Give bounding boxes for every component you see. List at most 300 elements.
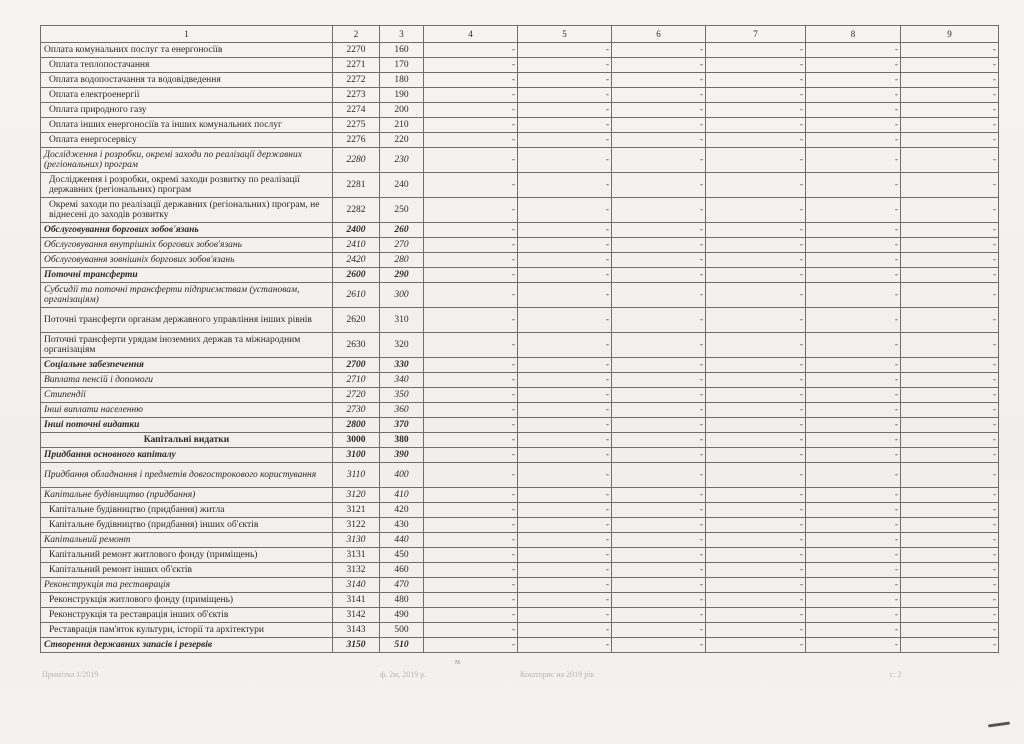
table-row xyxy=(41,148,999,173)
row-value-col-9: - xyxy=(901,223,999,238)
row-value-col-6: - xyxy=(612,563,706,578)
row-value-col-9: - xyxy=(901,358,999,373)
row-value-col-7: - xyxy=(706,578,806,593)
row-kekv-code: 2280 xyxy=(333,148,380,173)
row-value-col-5: - xyxy=(518,73,612,88)
row-value-col-4: - xyxy=(424,58,518,73)
row-kekv-code: 2600 xyxy=(333,268,380,283)
row-line-code: 330 xyxy=(380,358,424,373)
row-item-name: Обслуговування боргових зобов'язань xyxy=(41,223,333,238)
row-item-name: Виплата пенсій і допомоги xyxy=(41,373,333,388)
row-value-col-4: - xyxy=(424,268,518,283)
table-row xyxy=(41,223,999,238)
table-row xyxy=(41,253,999,268)
row-kekv-code: 2270 xyxy=(333,43,380,58)
table-row xyxy=(41,593,999,608)
row-item-name: Оплата природного газу xyxy=(41,103,333,118)
row-value-col-5: - xyxy=(518,103,612,118)
row-value-col-5: - xyxy=(518,433,612,448)
row-line-code: 400 xyxy=(380,463,424,488)
row-kekv-code: 3120 xyxy=(333,488,380,503)
row-value-col-9: - xyxy=(901,563,999,578)
row-value-col-9: - xyxy=(901,608,999,623)
table-row xyxy=(41,268,999,283)
row-value-col-5: - xyxy=(518,223,612,238)
row-kekv-code: 2272 xyxy=(333,73,380,88)
row-item-name: Субсидії та поточні трансферти підприємствам (установам, організаціям) xyxy=(41,283,333,308)
row-value-col-7: - xyxy=(706,333,806,358)
row-value-col-8: - xyxy=(806,148,901,173)
row-line-code: 420 xyxy=(380,503,424,518)
row-kekv-code: 2274 xyxy=(333,103,380,118)
row-line-code: 390 xyxy=(380,448,424,463)
row-item-name: Поточні трансферти органам державного управління інших рівнів xyxy=(41,308,333,333)
table-row xyxy=(41,103,999,118)
row-value-col-8: - xyxy=(806,403,901,418)
row-value-col-7: - xyxy=(706,43,806,58)
row-value-col-9: - xyxy=(901,333,999,358)
row-line-code: 460 xyxy=(380,563,424,578)
table-row xyxy=(41,308,999,333)
row-kekv-code: 2275 xyxy=(333,118,380,133)
row-line-code: 500 xyxy=(380,623,424,638)
row-value-col-8: - xyxy=(806,578,901,593)
table-row xyxy=(41,73,999,88)
row-value-col-6: - xyxy=(612,308,706,333)
footer-note-title: Кошторис на 2019 рік xyxy=(520,670,595,679)
table-row xyxy=(41,548,999,563)
row-line-code: 480 xyxy=(380,593,424,608)
row-item-name: Поточні трансферти урядам іноземних держав та міжнародним організаціям xyxy=(41,333,333,358)
row-value-col-4: - xyxy=(424,358,518,373)
row-value-col-4: - xyxy=(424,623,518,638)
row-kekv-code: 2630 xyxy=(333,333,380,358)
row-kekv-code: 2720 xyxy=(333,388,380,403)
row-value-col-6: - xyxy=(612,358,706,373)
row-line-code: 450 xyxy=(380,548,424,563)
row-value-col-4: - xyxy=(424,503,518,518)
footer-note-left: Примітка 1/2019 xyxy=(42,670,99,679)
row-value-col-5: - xyxy=(518,388,612,403)
row-line-code: 310 xyxy=(380,308,424,333)
row-kekv-code: 2410 xyxy=(333,238,380,253)
table-row xyxy=(41,448,999,463)
row-item-name: Створення державних запасів і резервів xyxy=(41,638,333,653)
row-value-col-7: - xyxy=(706,253,806,268)
row-value-col-5: - xyxy=(518,173,612,198)
row-item-name: Реконструкція та реставрація xyxy=(41,578,333,593)
row-line-code: 370 xyxy=(380,418,424,433)
row-value-col-7: - xyxy=(706,118,806,133)
col-header-6: 6 xyxy=(612,26,706,43)
row-value-col-9: - xyxy=(901,283,999,308)
row-value-col-7: - xyxy=(706,148,806,173)
row-value-col-5: - xyxy=(518,43,612,58)
row-line-code: 430 xyxy=(380,518,424,533)
row-item-name: Капітальний ремонт xyxy=(41,533,333,548)
row-value-col-4: - xyxy=(424,388,518,403)
row-kekv-code: 2276 xyxy=(333,133,380,148)
row-value-col-9: - xyxy=(901,118,999,133)
row-value-col-8: - xyxy=(806,103,901,118)
row-value-col-9: - xyxy=(901,433,999,448)
row-value-col-6: - xyxy=(612,533,706,548)
row-value-col-6: - xyxy=(612,503,706,518)
row-line-code: 200 xyxy=(380,103,424,118)
col-header-8: 8 xyxy=(806,26,901,43)
row-line-code: 230 xyxy=(380,148,424,173)
row-value-col-7: - xyxy=(706,638,806,653)
row-value-col-5: - xyxy=(518,133,612,148)
row-line-code: 160 xyxy=(380,43,424,58)
table-row xyxy=(41,43,999,58)
row-value-col-7: - xyxy=(706,358,806,373)
row-item-name: Обслуговування внутрішніх боргових зобов'язань xyxy=(41,238,333,253)
row-value-col-6: - xyxy=(612,118,706,133)
row-value-col-8: - xyxy=(806,173,901,198)
row-item-name: Капітальне будівництво (придбання) xyxy=(41,488,333,503)
row-value-col-4: - xyxy=(424,488,518,503)
row-value-col-5: - xyxy=(518,403,612,418)
row-value-col-7: - xyxy=(706,173,806,198)
row-value-col-6: - xyxy=(612,148,706,173)
row-value-col-9: - xyxy=(901,373,999,388)
row-value-col-7: - xyxy=(706,448,806,463)
centre-mark: м xyxy=(455,657,461,666)
row-line-code: 280 xyxy=(380,253,424,268)
row-line-code: 440 xyxy=(380,533,424,548)
row-value-col-5: - xyxy=(518,268,612,283)
row-value-col-9: - xyxy=(901,173,999,198)
row-value-col-7: - xyxy=(706,308,806,333)
row-value-col-6: - xyxy=(612,578,706,593)
row-kekv-code: 3121 xyxy=(333,503,380,518)
row-value-col-4: - xyxy=(424,448,518,463)
row-value-col-9: - xyxy=(901,533,999,548)
row-value-col-5: - xyxy=(518,448,612,463)
row-line-code: 290 xyxy=(380,268,424,283)
row-item-name: Реконструкція та реставрація інших об'єктів xyxy=(41,608,333,623)
row-value-col-5: - xyxy=(518,593,612,608)
row-kekv-code: 3130 xyxy=(333,533,380,548)
row-value-col-6: - xyxy=(612,283,706,308)
row-value-col-8: - xyxy=(806,43,901,58)
row-value-col-4: - xyxy=(424,608,518,623)
row-value-col-6: - xyxy=(612,433,706,448)
row-value-col-8: - xyxy=(806,563,901,578)
row-kekv-code: 3000 xyxy=(333,433,380,448)
row-value-col-6: - xyxy=(612,173,706,198)
row-value-col-6: - xyxy=(612,43,706,58)
row-line-code: 250 xyxy=(380,198,424,223)
row-value-col-5: - xyxy=(518,308,612,333)
row-value-col-4: - xyxy=(424,593,518,608)
row-value-col-6: - xyxy=(612,593,706,608)
row-item-name: Капітальне будівництво (придбання) інших об'єктів xyxy=(41,518,333,533)
row-value-col-5: - xyxy=(518,253,612,268)
row-value-col-4: - xyxy=(424,308,518,333)
row-value-col-7: - xyxy=(706,103,806,118)
row-kekv-code: 2620 xyxy=(333,308,380,333)
table-row xyxy=(41,118,999,133)
row-line-code: 220 xyxy=(380,133,424,148)
row-value-col-9: - xyxy=(901,503,999,518)
row-value-col-6: - xyxy=(612,268,706,283)
row-item-name: Обслуговування зовнішніх боргових зобов'язань xyxy=(41,253,333,268)
row-item-name: Оплата інших енергоносіїв та інших комунальних послуг xyxy=(41,118,333,133)
row-value-col-7: - xyxy=(706,403,806,418)
row-value-col-6: - xyxy=(612,403,706,418)
row-value-col-4: - xyxy=(424,463,518,488)
row-value-col-8: - xyxy=(806,388,901,403)
table-row xyxy=(41,388,999,403)
table-row xyxy=(41,238,999,253)
row-line-code: 380 xyxy=(380,433,424,448)
row-value-col-8: - xyxy=(806,548,901,563)
row-value-col-7: - xyxy=(706,433,806,448)
row-value-col-4: - xyxy=(424,518,518,533)
row-value-col-6: - xyxy=(612,198,706,223)
row-value-col-9: - xyxy=(901,268,999,283)
row-value-col-5: - xyxy=(518,533,612,548)
col-header-3: 3 xyxy=(380,26,424,43)
row-kekv-code: 2730 xyxy=(333,403,380,418)
row-value-col-4: - xyxy=(424,223,518,238)
row-line-code: 410 xyxy=(380,488,424,503)
row-value-col-9: - xyxy=(901,593,999,608)
row-value-col-9: - xyxy=(901,88,999,103)
row-value-col-9: - xyxy=(901,488,999,503)
row-value-col-5: - xyxy=(518,503,612,518)
row-value-col-4: - xyxy=(424,118,518,133)
row-value-col-7: - xyxy=(706,58,806,73)
row-value-col-8: - xyxy=(806,88,901,103)
row-value-col-7: - xyxy=(706,463,806,488)
row-value-col-6: - xyxy=(612,103,706,118)
row-item-name: Окремі заходи по реалізації державних (регіональних) програм, не віднесені до заходів розвитку xyxy=(41,198,333,223)
row-value-col-8: - xyxy=(806,333,901,358)
row-value-col-8: - xyxy=(806,198,901,223)
row-item-name: Соціальне забезпечення xyxy=(41,358,333,373)
row-line-code: 300 xyxy=(380,283,424,308)
row-value-col-9: - xyxy=(901,238,999,253)
row-value-col-7: - xyxy=(706,418,806,433)
row-item-name: Поточні трансферти xyxy=(41,268,333,283)
row-line-code: 190 xyxy=(380,88,424,103)
row-item-name: Оплата енергосервісу xyxy=(41,133,333,148)
row-value-col-6: - xyxy=(612,548,706,563)
footer-note-page: с. 2 xyxy=(890,670,902,679)
row-value-col-8: - xyxy=(806,223,901,238)
row-value-col-8: - xyxy=(806,608,901,623)
row-value-col-4: - xyxy=(424,563,518,578)
row-kekv-code: 3142 xyxy=(333,608,380,623)
table-row xyxy=(41,283,999,308)
row-value-col-7: - xyxy=(706,533,806,548)
row-value-col-7: - xyxy=(706,563,806,578)
row-item-name: Реконструкція житлового фонду (приміщень) xyxy=(41,593,333,608)
row-line-code: 350 xyxy=(380,388,424,403)
row-value-col-8: - xyxy=(806,463,901,488)
row-value-col-7: - xyxy=(706,548,806,563)
row-value-col-4: - xyxy=(424,88,518,103)
row-item-name: Інші поточні видатки xyxy=(41,418,333,433)
row-line-code: 270 xyxy=(380,238,424,253)
row-value-col-5: - xyxy=(518,608,612,623)
row-value-col-5: - xyxy=(518,578,612,593)
col-header-5: 5 xyxy=(518,26,612,43)
row-value-col-6: - xyxy=(612,448,706,463)
row-value-col-9: - xyxy=(901,148,999,173)
row-value-col-6: - xyxy=(612,373,706,388)
row-value-col-6: - xyxy=(612,238,706,253)
row-line-code: 240 xyxy=(380,173,424,198)
row-kekv-code: 3150 xyxy=(333,638,380,653)
row-value-col-4: - xyxy=(424,638,518,653)
row-value-col-5: - xyxy=(518,623,612,638)
row-value-col-4: - xyxy=(424,548,518,563)
budget-table xyxy=(40,25,999,653)
row-value-col-7: - xyxy=(706,133,806,148)
row-line-code: 180 xyxy=(380,73,424,88)
row-value-col-5: - xyxy=(518,88,612,103)
table-row xyxy=(41,563,999,578)
row-value-col-5: - xyxy=(518,418,612,433)
row-value-col-6: - xyxy=(612,253,706,268)
row-value-col-9: - xyxy=(901,388,999,403)
col-header-1: 1 xyxy=(41,26,333,43)
row-kekv-code: 2271 xyxy=(333,58,380,73)
row-value-col-4: - xyxy=(424,198,518,223)
row-value-col-7: - xyxy=(706,238,806,253)
row-line-code: 340 xyxy=(380,373,424,388)
row-kekv-code: 3110 xyxy=(333,463,380,488)
row-kekv-code: 3100 xyxy=(333,448,380,463)
row-value-col-9: - xyxy=(901,418,999,433)
row-item-name: Оплата комунальних послуг та енергоносіїв xyxy=(41,43,333,58)
row-value-col-8: - xyxy=(806,73,901,88)
row-value-col-6: - xyxy=(612,638,706,653)
col-header-9: 9 xyxy=(901,26,999,43)
row-value-col-4: - xyxy=(424,253,518,268)
row-kekv-code: 2281 xyxy=(333,173,380,198)
row-value-col-6: - xyxy=(612,518,706,533)
row-value-col-5: - xyxy=(518,238,612,253)
row-value-col-7: - xyxy=(706,283,806,308)
row-kekv-code: 3140 xyxy=(333,578,380,593)
row-value-col-9: - xyxy=(901,308,999,333)
table-row xyxy=(41,133,999,148)
row-value-col-5: - xyxy=(518,488,612,503)
row-kekv-code: 2700 xyxy=(333,358,380,373)
row-value-col-8: - xyxy=(806,533,901,548)
row-value-col-7: - xyxy=(706,503,806,518)
row-value-col-9: - xyxy=(901,463,999,488)
row-value-col-7: - xyxy=(706,388,806,403)
row-value-col-8: - xyxy=(806,358,901,373)
row-value-col-8: - xyxy=(806,448,901,463)
row-value-col-8: - xyxy=(806,118,901,133)
row-line-code: 470 xyxy=(380,578,424,593)
row-value-col-5: - xyxy=(518,283,612,308)
row-value-col-5: - xyxy=(518,148,612,173)
row-value-col-8: - xyxy=(806,488,901,503)
row-kekv-code: 2710 xyxy=(333,373,380,388)
row-value-col-6: - xyxy=(612,488,706,503)
row-item-name: Реставрація пам'яток культури, історії та архітектури xyxy=(41,623,333,638)
row-value-col-8: - xyxy=(806,433,901,448)
row-value-col-4: - xyxy=(424,403,518,418)
row-value-col-4: - xyxy=(424,148,518,173)
table-row xyxy=(41,503,999,518)
row-value-col-6: - xyxy=(612,58,706,73)
row-kekv-code: 2420 xyxy=(333,253,380,268)
row-value-col-9: - xyxy=(901,548,999,563)
table-row xyxy=(41,403,999,418)
row-item-name: Оплата електроенергії xyxy=(41,88,333,103)
table-row xyxy=(41,373,999,388)
row-value-col-5: - xyxy=(518,118,612,133)
row-value-col-5: - xyxy=(518,333,612,358)
row-line-code: 510 xyxy=(380,638,424,653)
row-value-col-9: - xyxy=(901,58,999,73)
row-value-col-7: - xyxy=(706,373,806,388)
row-value-col-6: - xyxy=(612,388,706,403)
row-value-col-5: - xyxy=(518,373,612,388)
row-item-name: Дослідження і розробки, окремі заходи розвитку по реалізації державних (регіональних) програм xyxy=(41,173,333,198)
row-value-col-5: - xyxy=(518,638,612,653)
row-value-col-9: - xyxy=(901,43,999,58)
row-value-col-7: - xyxy=(706,73,806,88)
row-line-code: 210 xyxy=(380,118,424,133)
row-kekv-code: 3141 xyxy=(333,593,380,608)
row-value-col-4: - xyxy=(424,333,518,358)
row-item-name: Придбання основного капіталу xyxy=(41,448,333,463)
col-header-2: 2 xyxy=(333,26,380,43)
row-value-col-4: - xyxy=(424,133,518,148)
table-row xyxy=(41,333,999,358)
row-value-col-6: - xyxy=(612,333,706,358)
row-value-col-7: - xyxy=(706,198,806,223)
row-kekv-code: 3131 xyxy=(333,548,380,563)
table-row xyxy=(41,198,999,223)
row-item-name: Придбання обладнання і предметів довгострокового користування xyxy=(41,463,333,488)
row-item-name: Капітальний ремонт інших об'єктів xyxy=(41,563,333,578)
col-header-4: 4 xyxy=(424,26,518,43)
row-value-col-7: - xyxy=(706,488,806,503)
row-value-col-9: - xyxy=(901,578,999,593)
row-value-col-9: - xyxy=(901,73,999,88)
row-kekv-code: 3132 xyxy=(333,563,380,578)
row-value-col-8: - xyxy=(806,638,901,653)
table-row xyxy=(41,463,999,488)
row-value-col-9: - xyxy=(901,623,999,638)
row-value-col-4: - xyxy=(424,283,518,308)
row-value-col-8: - xyxy=(806,518,901,533)
table-row xyxy=(41,58,999,73)
row-value-col-5: - xyxy=(518,58,612,73)
row-value-col-8: - xyxy=(806,308,901,333)
row-value-col-8: - xyxy=(806,133,901,148)
row-value-col-7: - xyxy=(706,623,806,638)
table-row xyxy=(41,608,999,623)
row-value-col-9: - xyxy=(901,198,999,223)
table-row xyxy=(41,578,999,593)
row-kekv-code: 2800 xyxy=(333,418,380,433)
table-row xyxy=(41,518,999,533)
row-value-col-6: - xyxy=(612,463,706,488)
row-kekv-code: 2400 xyxy=(333,223,380,238)
